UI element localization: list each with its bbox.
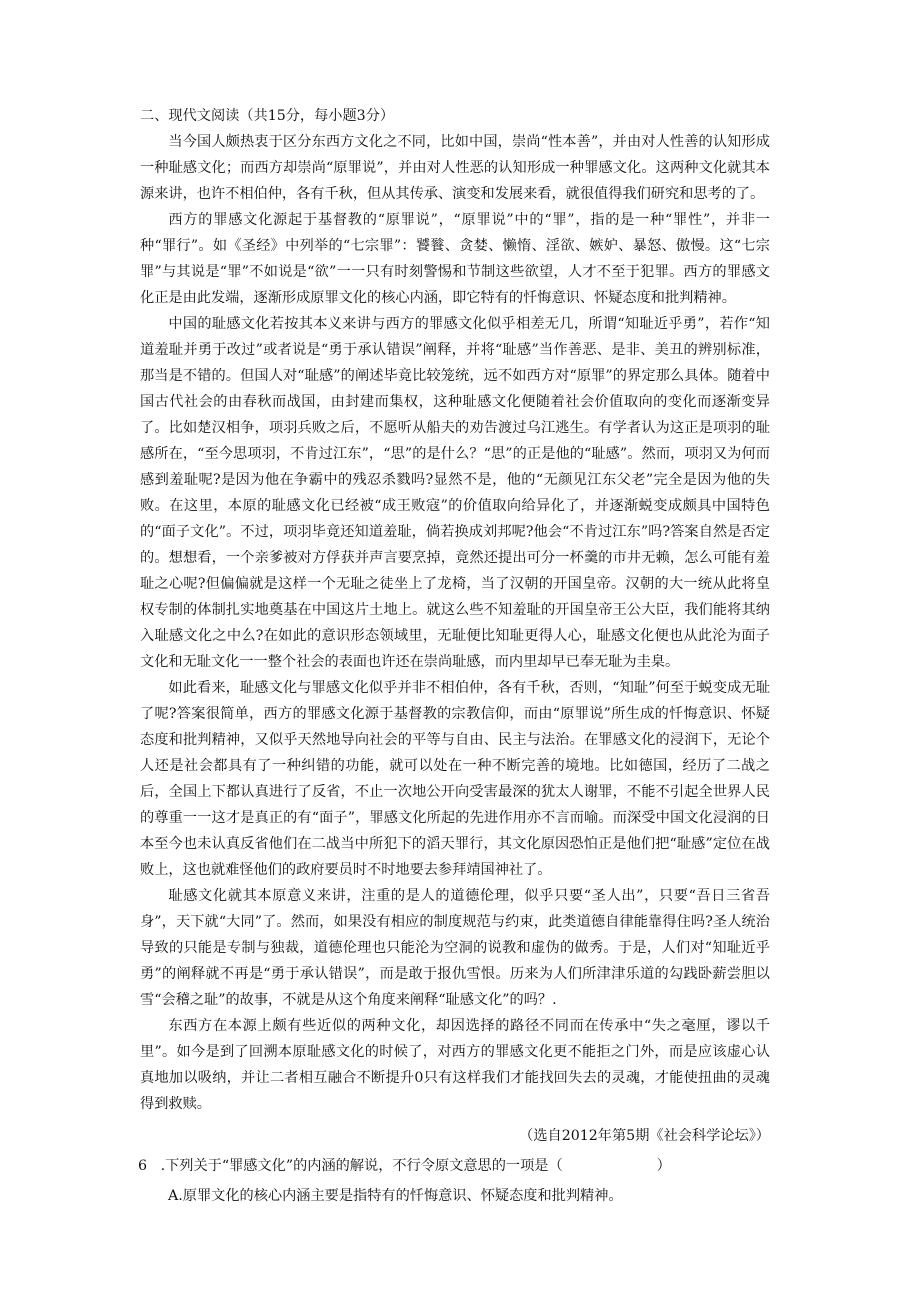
question-number: 6 — [138, 1158, 148, 1174]
question-option-a[interactable]: A.原罪文化的核心内涵主要是指特有的忏悔意识、怀疑态度和批判精神。 — [168, 1188, 623, 1204]
question-close-bracket: ） — [656, 1158, 671, 1174]
article-paragraph-1: 当今国人颇热衷于区分东西方文化之不同，比如中国，崇尚“性本善”，并由对人性善的认知形成一种耻感文化；而西方却崇尚“原罪说”，并由对人性恶的认知形成一种罪感文化。这两种文化就其本源来讲，也许不相伯仲，各有千秋，但从其传承、演变和发展来看，就很值得我们研究和思考的了。 — [140, 134, 770, 202]
question-prompt: .下列关于“罪感文化”的内涵的解说，不行令原文意思的一项是（ — [160, 1158, 563, 1174]
article-paragraph-6: 东西方在本源上颇有些近似的两种文化，却因选择的路径不同而在传承中“失之毫厘，谬以千里”。如今是到了回溯本原耻感文化的时候了，对西方的罪感文化更不能拒之门外，而是应该虚心认真地加以吸纳，并让二者相互融合不断提升0只有这样我们才能找回失去的灵魂，才能使扭曲的灵魂得到救赎。 — [140, 1018, 770, 1112]
article-source: （选自2012年第5期《社会科学论坛》） — [519, 1128, 770, 1144]
article-paragraph-3: 中国的耻感文化若按其本义来讲与西方的罪感文化似乎相差无几，所谓“知耻近乎勇”，若作“知道羞耻并勇于改过”或者说是“勇于承认错误”阐释，并将“耻感”当作善恶、是非、美丑的辨别标准，那当是不错的。但国人对“耻感”的阐述毕竟比较笼统，远不如西方对“原罪”的界定那么具体。随着中国古代社会的由春秋而战国，由封建而集权，这种耻感文化便随着社会价值取向的变化而逐渐变异了。比如楚汉相争，项羽兵败之后，不愿听从船夫的劝告渡过乌江逃生。有学者认为这正是项羽的耻感所在，“至今思项羽，不肯过江东”，“思”的是什么？“思”的正是他的“耻感”。然而，项羽又为何而感到羞耻呢?是因为他在争霸中的残忍杀戮吗?显然不是，他的“无颜见江东父老”完全是因为他的失败。在这里，本原的耻感文化已经被“成王败寇”的价值取向给异化了，并逐渐蜕变成颇具中国特色的“面子文化”。不过，项羽毕竟还知道羞耻，倘若换成刘邦呢?他会“不肯过江东”吗?答案自然是否定的。想想看，一个亲爹被对方俘获并声言要烹掉，竟然还提出可分一杯羹的市井无赖，怎么可能有羞耻之心呢?但偏偏就是这样一个无耻之徒坐上了龙椅，当了汉朝的开国皇帝。汉朝的大一统从此将皇权专制的体制扎实地奠基在中国这片土地上。就这么些不知羞耻的开国皇帝王公大臣，我们能将其纳入耻感文化之中么?在如此的意识形态领域里，无耻便比知耻更得人心，耻感文化便也从此沦为面子文化和无耻文化一一整个社会的表面也许还在崇尚耻感，而内里却早已奉无耻为圭臬。 — [140, 316, 770, 670]
section-heading: 二、现代文阅读（共15分，每小题3分） — [140, 108, 395, 124]
article-paragraph-2: 西方的罪感文化源起于基督教的“原罪说”，“原罪说”中的“罪”，指的是一种“罪性”，并非一种“罪行”。如《圣经》中列举的“七宗罪”：饕餮、贪婪、懒惰、淫欲、嫉妒、暴怒、傲慢。这“七宗罪”与其说是“罪”不如说是“欲”一一只有时刻警惕和节制这些欲望，人才不至于犯罪。西方的罪感文化正是由此发端，逐渐形成原罪文化的核心内涵，即它特有的忏悔意识、怀疑态度和批判精神。 — [140, 212, 770, 306]
document-page — [140, 103, 770, 1209]
article-body — [140, 129, 770, 1117]
article-paragraph-5: 耻感文化就其本原意义来讲，注重的是人的道德伦理，似乎只要“圣人出”，只要“吾日三省吾身”，天下就“大同”了。然而，如果没有相应的制度规范与约束，此类道德自律能靠得住吗?圣人统治导致的只能是专制与独裁，道德伦理也只能沦为空洞的说教和虚伪的做秀。于是，人们对“知耻近乎勇”的阐释就不再是“勇于承认错误”，而是敢于报仇雪恨。历来为人们所津津乐道的勾践卧薪尝胆以雪“会稽之耻”的故事，不就是从这个角度来阐释“耻感文化”的吗？. — [140, 888, 770, 1008]
article-paragraph-4: 如此看来，耻感文化与罪感文化似乎并非不相伯仲，各有千秋，否则，“知耻”何至于蜕变成无耻了呢?答案很简单，西方的罪感文化源于基督教的宗教信仰，而由“原罪说”所生成的忏悔意识、怀疑态度和批判精神，又似乎天然地导向社会的平等与自由、民主与法治。在罪感文化的浸润下，无论个人还是社会都具有了一种纠错的功能，就可以处在一种不断完善的境地。比如德国，经历了二战之后，全国上下都认真进行了反省，不止一次地公开向受害最深的犹太人谢罪，不能不引起全世界人民的尊重一一这才是真正的有“面子”，罪感文化所起的先进作用亦不言而喻。而深受中国文化浸润的日本至今也未认真反省他们在二战当中所犯下的滔天罪行，其文化原因恐怕正是他们把“耻感”定位在战败上，这也就难怪他们的政府要员时不时地要去参拜靖国神社了。 — [140, 680, 770, 878]
question-6 — [138, 1153, 770, 1179]
